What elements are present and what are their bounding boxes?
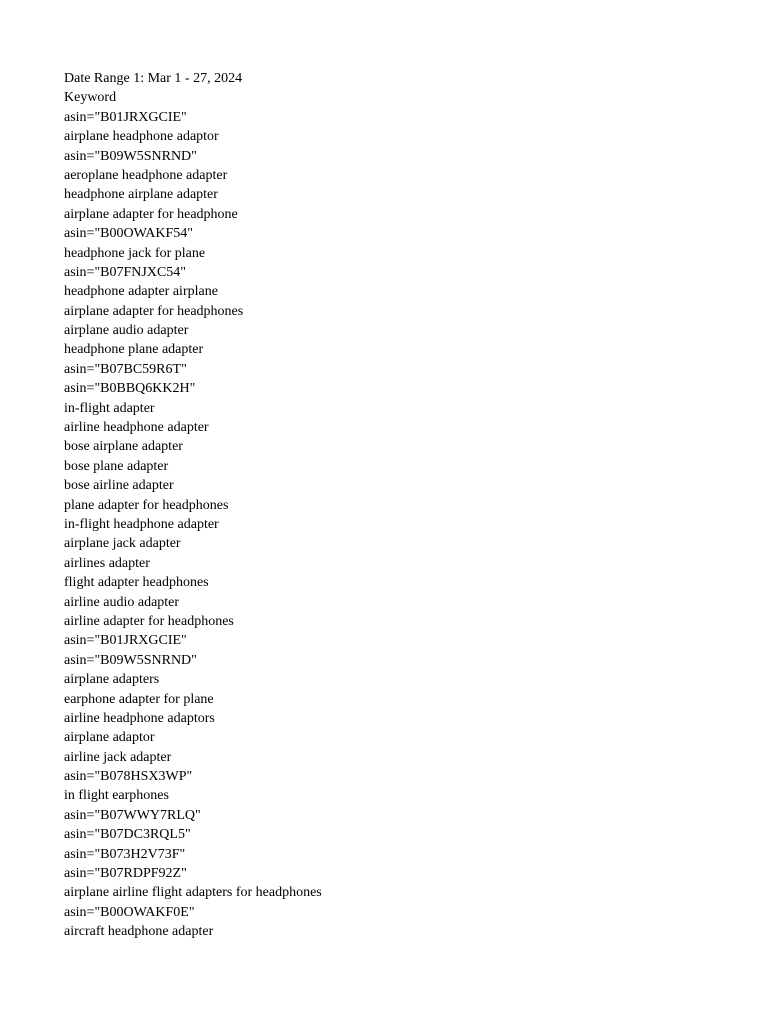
keyword-row: flight adapter headphones: [64, 575, 209, 591]
keyword-row: headphone plane adapter: [64, 342, 204, 358]
keyword-row: airplane adapters: [64, 672, 160, 688]
keyword-row: headphone airplane adapter: [64, 187, 218, 203]
keyword-list: [64, 108, 744, 942]
keyword-row: airline adapter for headphones: [64, 613, 234, 629]
keyword-row: asin="B07WWY7RLQ": [64, 807, 201, 823]
keyword-row: airplane adapter for headphone: [64, 206, 238, 222]
date-range-heading: Date Range 1: Mar 1 - 27, 2024: [64, 71, 243, 86]
keyword-row: bose plane adapter: [64, 458, 169, 474]
keyword-row: asin="B07RDPF92Z": [64, 866, 187, 882]
keyword-row: headphone adapter airplane: [64, 284, 218, 300]
keyword-row: bose airline adapter: [64, 478, 174, 494]
keyword-row: asin="B07BC59R6T": [64, 361, 187, 377]
keyword-row: asin="B073H2V73F": [64, 846, 186, 862]
document-page: [64, 69, 744, 942]
keyword-row: earphone adapter for plane: [64, 691, 214, 707]
keyword-row: airline jack adapter: [64, 749, 172, 765]
keyword-row: aircraft headphone adapter: [64, 924, 214, 940]
keyword-row: airplane adaptor: [64, 730, 155, 746]
keyword-row: asin="B01JRXGCIE": [64, 633, 187, 649]
keyword-row: in flight earphones: [64, 788, 169, 804]
keyword-row: airplane jack adapter: [64, 536, 181, 552]
keyword-row: asin="B07FNJXC54": [64, 264, 187, 280]
keyword-row: asin="B0BBQ6KK2H": [64, 381, 196, 397]
keyword-row: asin="B09W5SNRND": [64, 652, 197, 668]
keyword-row: airplane audio adapter: [64, 323, 189, 339]
keyword-row: airline audio adapter: [64, 594, 180, 610]
keyword-row: asin="B07DC3RQL5": [64, 827, 191, 843]
keyword-column-title: Keyword: [64, 90, 117, 106]
keyword-row: in-flight adapter: [64, 400, 155, 416]
keyword-row: headphone jack for plane: [64, 245, 206, 261]
keyword-row: asin="B01JRXGCIE": [64, 109, 187, 125]
keyword-row: airplane headphone adaptor: [64, 129, 219, 145]
keyword-row: airline headphone adapter: [64, 420, 209, 436]
keyword-row: aeroplane headphone adapter: [64, 167, 228, 183]
keyword-row: asin="B00OWAKF54": [64, 226, 193, 242]
keyword-row: bose airplane adapter: [64, 439, 183, 455]
keyword-row: asin="B09W5SNRND": [64, 148, 197, 164]
keyword-row: plane adapter for headphones: [64, 497, 229, 513]
keyword-row: in-flight headphone adapter: [64, 516, 219, 532]
keyword-row: asin="B00OWAKF0E": [64, 904, 195, 920]
keyword-row: airplane adapter for headphones: [64, 303, 244, 319]
keyword-row: airplane airline flight adapters for headphones: [64, 885, 322, 901]
keyword-row: airline headphone adaptors: [64, 710, 215, 726]
keyword-row: asin="B078HSX3WP": [64, 769, 193, 785]
keyword-row: airlines adapter: [64, 555, 150, 571]
